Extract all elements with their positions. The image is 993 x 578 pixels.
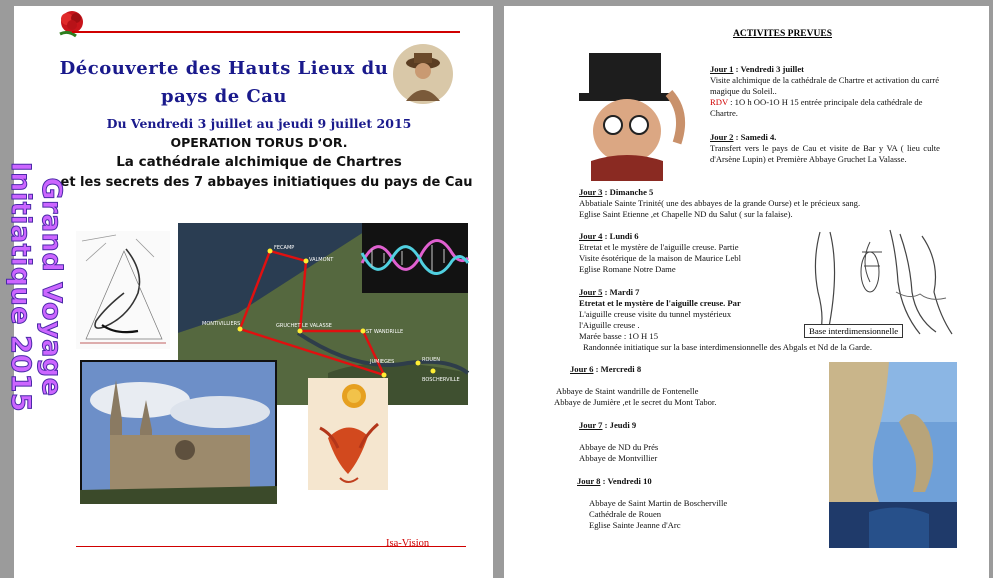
day-7-line: Abbaye de ND du Prés — [579, 442, 659, 452]
day-3-title: Jour 3 — [579, 187, 603, 197]
map-label: BOSCHERVILLE — [422, 377, 460, 383]
day-6-date: : Mercredi 8 — [593, 364, 642, 374]
day-5-block — [579, 287, 939, 353]
map-label: VALMONT — [309, 257, 334, 263]
day-8-line: Eglise Sainte Jeanne d'Arc — [589, 520, 681, 530]
right-page — [504, 6, 989, 578]
day-5-line: Marée basse : 1O H 15 — [579, 331, 658, 341]
day-4-block — [579, 231, 799, 275]
title-line-1: Découverte des Hauts Lieux du — [59, 58, 389, 79]
subtitle-1: La cathédrale alchimique de Chartres — [116, 154, 402, 170]
left-page — [5, 6, 493, 578]
dna-image — [362, 223, 468, 293]
day-8-date: : Vendredi 10 — [600, 476, 652, 486]
day-4-line: Visite ésotérique de la maison de Maurice Lebl — [579, 253, 741, 263]
day-3-block — [579, 187, 939, 220]
day-2-title: Jour 2 — [710, 132, 734, 142]
day-4-title: Jour 4 — [579, 231, 603, 241]
day-7-line: Abbaye de Montvillier — [579, 453, 658, 463]
day-6-title: Jour 6 — [570, 364, 594, 374]
operation: OPERATION TORUS D'OR. — [170, 135, 348, 150]
top-red-line — [72, 31, 460, 33]
subtitle-2: et les secrets des 7 abbayes initiatiques du pays de Cau — [60, 175, 473, 190]
day-5-line: Etretat et le mystère de l'aiguille creuse. Par — [579, 298, 741, 308]
day-3-date: : Dimanche 5 — [602, 187, 654, 197]
day-5-date: : Mardi 7 — [602, 287, 640, 297]
day-8-line: Cathédrale de Rouen — [589, 509, 662, 519]
day-5-line: l'Aiguille creuse . — [579, 320, 640, 330]
day-3-line: Eglise Saint Etienne ,et Chapelle ND du Salut ( sur la falaise). — [579, 209, 793, 219]
activities-heading: ACTIVITES PREVUES — [733, 29, 832, 39]
map-label: MONTIVILLIERS — [202, 321, 241, 327]
day-7-date: : Jeudi 9 — [602, 420, 637, 430]
title-line-2: pays de Cau — [161, 86, 287, 107]
day-8-block — [577, 476, 817, 531]
map-label: ROUEN — [422, 357, 440, 363]
day-2-block — [710, 132, 940, 165]
day-6-block — [554, 364, 824, 408]
day-5-line: Randonnée initiatique sur la base interdimensionnelle des Abgals et Nd de la Garde. — [583, 342, 873, 352]
day-4-date: : Lundi 6 — [602, 231, 639, 241]
vertical-title: Grand Voyage Initiatique 2015 — [5, 161, 67, 413]
day-6-line: Abbaye de Jumière ,et le secret du Mont Tabor. — [554, 397, 717, 407]
phoenix-illustration — [308, 378, 388, 490]
day-5-line: L'aiguille creuse visite du tunnel mystérieux — [579, 309, 732, 319]
rose-icon — [54, 8, 90, 40]
day-1-line: : 1O h OO-1O H 15 entrée principale dela cathédrale de Chartre. — [710, 97, 923, 118]
map-label: ST WANDRILLE — [366, 329, 404, 335]
cathedral-photo — [80, 360, 277, 504]
day-1-rdv: RDV — [710, 97, 728, 107]
day-4-line: Etretat et le mystère de l'aiguille creuse. Partie — [579, 242, 739, 252]
day-2-line: Transfert vers le pays de Cau et visite de Bar y VA ( lieu culte d'Arsène Lupin) et Première Abbaye Gruchet La Valasse. — [710, 143, 940, 164]
day-6-line: Abbaye de Staint wandrille de Fontenelle — [556, 386, 699, 396]
map-label: JUMIEGES — [370, 359, 395, 365]
day-7-title: Jour 7 — [579, 420, 603, 430]
etretat-cliff-photo — [829, 362, 957, 548]
day-1-block — [710, 64, 940, 119]
adventurer-portrait — [392, 43, 454, 105]
caption-box: Base interdimensionnelle — [804, 324, 903, 338]
day-8-title: Jour 8 — [577, 476, 601, 486]
day-8-line: Abbaye de Saint Martin de Boscherville — [589, 498, 728, 508]
day-7-block — [579, 420, 819, 464]
day-1-title: Jour 1 — [710, 64, 734, 74]
map-label: FECAMP — [274, 245, 295, 251]
top-hat-man-illustration — [577, 53, 703, 181]
day-1-line: Visite alchimique de la cathédrale de Chartre et activation du carré magique du Soleil.. — [710, 75, 940, 96]
day-5-title: Jour 5 — [579, 287, 603, 297]
dates: Du Vendredi 3 juillet au jeudi 9 juillet 2015 — [106, 116, 412, 131]
footer-brand: Isa-Vision — [386, 538, 430, 549]
day-4-line: Eglise Romane Notre Dame — [579, 264, 676, 274]
map-label: GRUCHET LE VALASSE — [276, 323, 332, 329]
day-3-line: Abbatiale Sainte Trinité( une des abbayes de la grande Ourse) et le précieux sang. — [579, 198, 861, 208]
day-1-date: : Vendredi 3 juillet — [733, 64, 804, 74]
day-2-date: : Samedi 4. — [733, 132, 777, 142]
sketch-drawing — [76, 231, 170, 349]
